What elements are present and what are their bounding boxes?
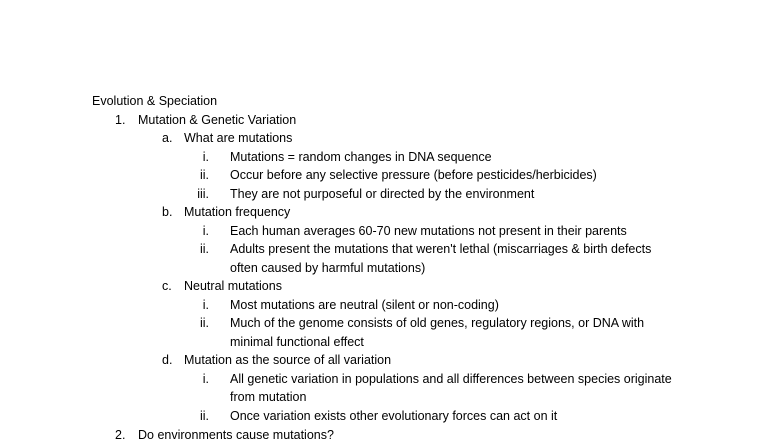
section-number: 2.: [115, 428, 126, 442]
point-numeral: i.: [202, 149, 209, 164]
subsection-heading: Mutation frequency: [184, 205, 291, 219]
point-text: Adults present the mutations that weren't lethal (miscarriages & birth defects often caused by harmful mutations): [230, 242, 652, 275]
point-text: Mutations = random changes in DNA sequence: [230, 149, 492, 164]
section-number: 1.: [115, 112, 126, 127]
point-numeral: i.: [202, 371, 209, 386]
point-numeral: ii.: [199, 316, 209, 330]
subsection-heading: Neutral mutations: [184, 279, 282, 293]
subsection-letter: a.: [162, 131, 173, 145]
subsection-letter: b.: [162, 205, 173, 219]
point-numeral: i.: [202, 223, 209, 238]
point-text: Occur before any selective pressure (before pesticides/herbicides): [230, 168, 597, 182]
point-text: They are not purposeful or directed by the environment: [230, 186, 535, 201]
point-text: All genetic variation in populations and all differences between species originate from mutation: [230, 371, 672, 404]
subsection-letter: c.: [162, 279, 172, 293]
point-text: Each human averages 60-70 new mutations not present in their parents: [230, 223, 627, 238]
point-text: Much of the genome consists of old genes, regulatory regions, or DNA with minimal functional effect: [230, 316, 645, 349]
point-text: Most mutations are neutral (silent or non-coding): [230, 297, 499, 312]
point-numeral: ii.: [199, 409, 209, 423]
section-heading: Do environments cause mutations?: [138, 428, 334, 442]
document-title: Evolution & Speciation: [92, 94, 218, 108]
point-numeral: ii.: [199, 168, 209, 182]
point-numeral: iii.: [197, 186, 209, 201]
subsection-letter: d.: [162, 353, 173, 367]
point-text: Once variation exists other evolutionary forces can act on it: [230, 409, 558, 423]
subsection-heading: What are mutations: [184, 131, 293, 145]
section-heading: Mutation & Genetic Variation: [138, 112, 297, 127]
point-numeral: ii.: [199, 242, 209, 256]
point-numeral: i.: [202, 297, 209, 312]
subsection-heading: Mutation as the source of all variation: [184, 353, 392, 367]
